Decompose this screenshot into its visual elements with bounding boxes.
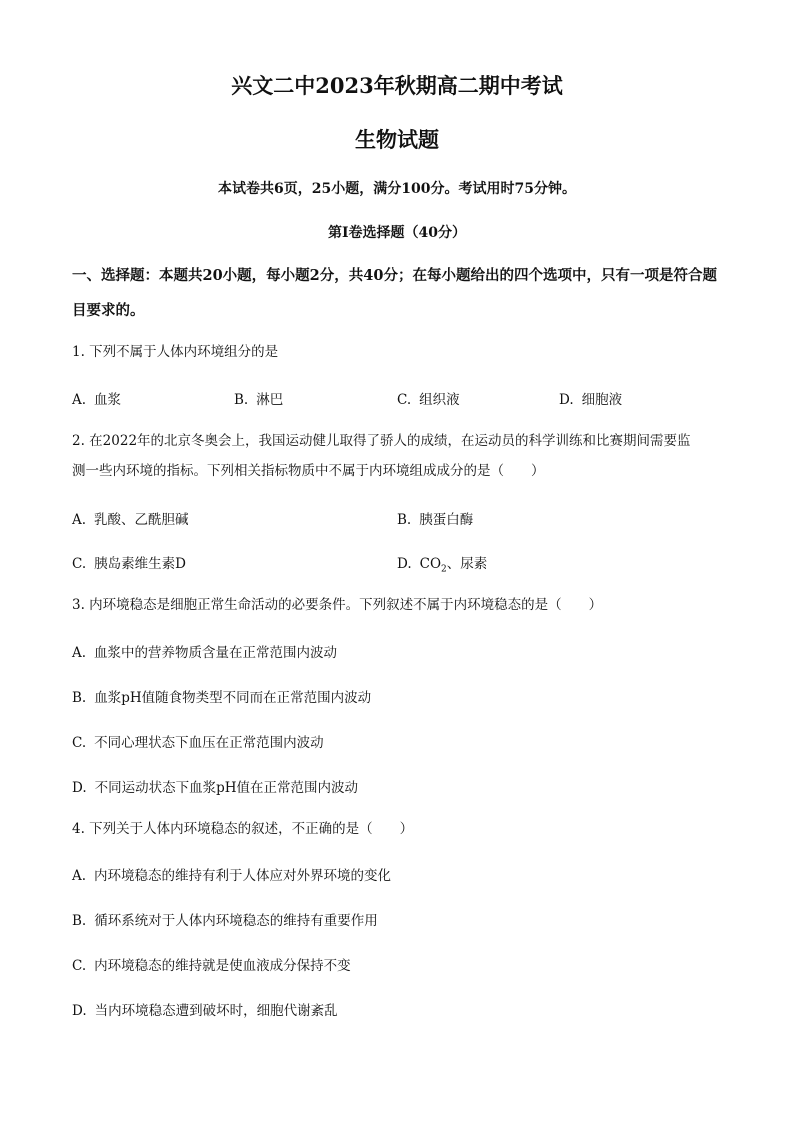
question-3-stem: 3. 内环境稳态是细胞正常生命活动的必要条件。下列叙述不属于内环境稳态的是（ ）	[72, 597, 603, 613]
question-2-option-d[interactable]: D. $CO_2$、尿素	[397, 556, 488, 575]
question-4-option-c[interactable]: C. 内环境稳态的维持就是使血液成分保持不变	[72, 958, 351, 974]
question-2-option-c[interactable]: C. 胰岛素维生素D	[72, 556, 186, 572]
question-1-option-b[interactable]: B. 淋巴	[234, 392, 284, 408]
question-3-option-b[interactable]: B. 血浆pH值随食物类型不同而在正常范围内波动	[72, 690, 372, 706]
question-4-stem: 4. 下列关于人体内环境稳态的叙述，不正确的是（ ）	[72, 821, 414, 837]
question-4-option-d[interactable]: D. 当内环境稳态遭到破坏时，细胞代谢紊乱	[72, 1003, 338, 1019]
question-3-option-c[interactable]: C. 不同心理状态下血压在正常范围内波动	[72, 735, 324, 751]
question-2-option-b[interactable]: B. 胰蛋白酶	[397, 512, 474, 528]
question-4-option-a[interactable]: A. 内环境稳态的维持有利于人体应对外界环境的变化	[72, 868, 392, 884]
question-2-stem-line1: 2. 在2022年的北京冬奥会上，我国运动健儿取得了骄人的成绩，在运动员的科学训练和比赛期间需要监	[72, 433, 691, 449]
question-1-stem: 1. 下列不属于人体内环境组分的是	[72, 344, 279, 360]
exam-info: 本试卷共6页，25小题，满分100分。考试用时75分钟。	[218, 181, 576, 197]
question-2-option-a[interactable]: A. 乳酸、乙酰胆碱	[72, 512, 189, 528]
question-3-option-a[interactable]: A. 血浆中的营养物质含量在正常范围内波动	[72, 645, 338, 661]
question-4-option-b[interactable]: B. 循环系统对于人体内环境稳态的维持有重要作用	[72, 913, 378, 929]
question-2-stem-line2: 测一些内环境的指标。下列相关指标物质中不属于内环境组成成分的是（ ）	[72, 463, 545, 479]
question-1-option-a[interactable]: A. 血浆	[72, 392, 122, 408]
section-heading: 一、选择题：本题共20小题，每小题2分，共40分；在每小题给出的四个选项中，只有一项是符合题目要求的。	[72, 267, 717, 319]
question-1-option-c[interactable]: C. 组织液	[397, 392, 460, 408]
exam-subtitle: 生物试题	[355, 127, 439, 152]
part-heading: 第I卷选择题（40分）	[327, 225, 467, 241]
exam-title: 兴文二中2023年秋期高二期中考试	[231, 73, 563, 98]
question-1-option-d[interactable]: D. 细胞液	[559, 392, 623, 408]
question-3-option-d[interactable]: D. 不同运动状态下血浆pH值在正常范围内波动	[72, 780, 359, 796]
